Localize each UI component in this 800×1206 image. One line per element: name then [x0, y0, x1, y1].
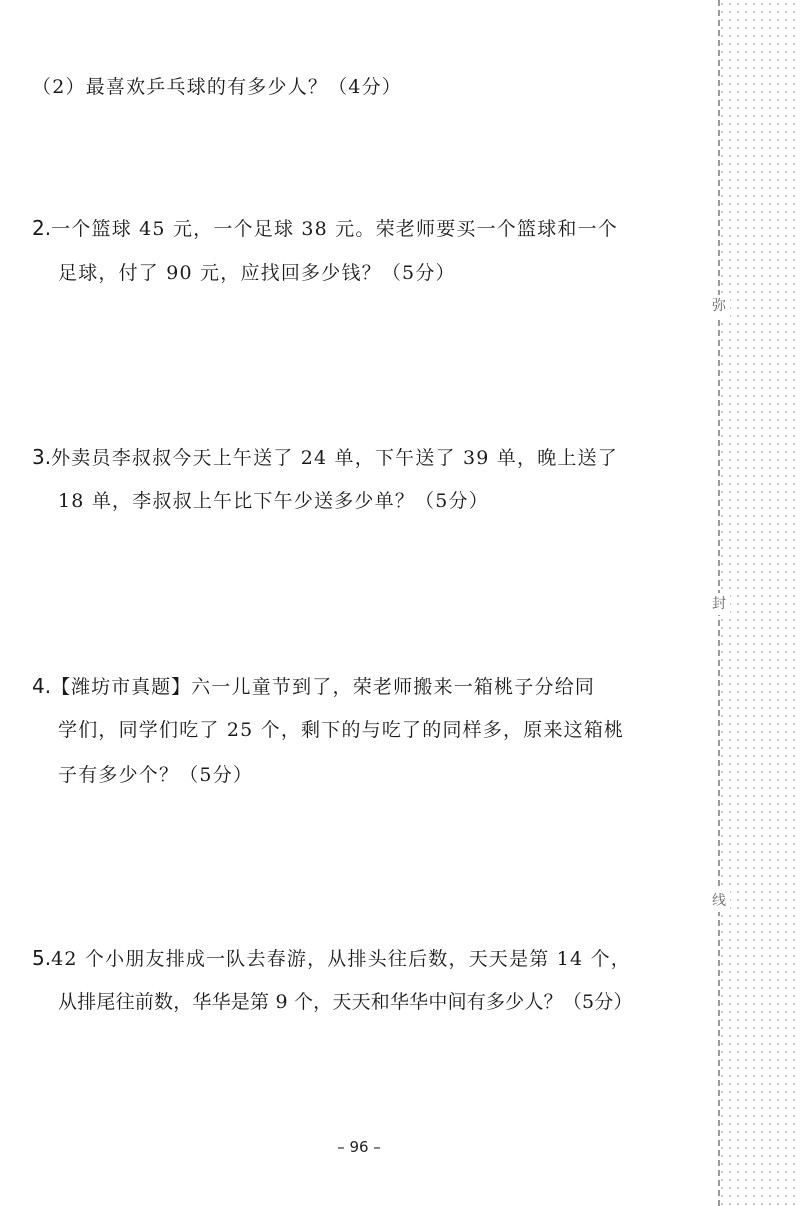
question-number: 3.: [32, 445, 52, 469]
question-2-line-1: [32, 213, 618, 244]
margin-dot-pattern: [718, 0, 800, 1206]
question-4-line-1: [32, 671, 595, 702]
subquestion-2: （2）最喜欢乒乓球的有多少人？（4分）: [32, 76, 402, 98]
seal-label-mi: 弥: [708, 295, 730, 317]
question-3-line-2: 18 单，李叔叔上午比下午少送多少单？（5分）: [58, 490, 489, 512]
question-number: 2.: [32, 216, 52, 240]
question-5-line-2: 从排尾往前数，华华是第 9 个，天天和华华中间有多少人？（5分）: [58, 991, 633, 1013]
page-number: – 96 –: [337, 1138, 381, 1156]
question-number: 4.: [32, 674, 52, 698]
question-3-line-1: [32, 442, 618, 473]
question-number: 5.: [32, 946, 52, 970]
question-4-line-2: 学们，同学们吃了 25 个，剩下的与吃了的同样多，原来这箱桃: [58, 719, 625, 741]
question-5-line-1: [32, 943, 631, 974]
question-text: 六一儿童节到了，荣老师搬来一箱桃子分给同: [191, 676, 596, 698]
question-text: 外卖员李叔叔今天上午送了 24 单，下午送了 39 单，晚上送了: [51, 447, 619, 469]
question-text: 42 个小朋友排成一队去春游，从排头往后数，天天是第 14 个，: [51, 948, 631, 970]
seal-label-feng: 封: [708, 593, 730, 615]
seal-label-xian: 线: [708, 890, 730, 912]
source-tag: 【潍坊市真题】: [51, 676, 192, 698]
question-2-line-2: 足球，付了 90 元，应找回多少钱？（5分）: [58, 262, 456, 284]
question-4-line-3: 子有多少个？（5分）: [58, 764, 254, 786]
question-text: 一个篮球 45 元，一个足球 38 元。荣老师要买一个篮球和一个: [51, 218, 619, 240]
